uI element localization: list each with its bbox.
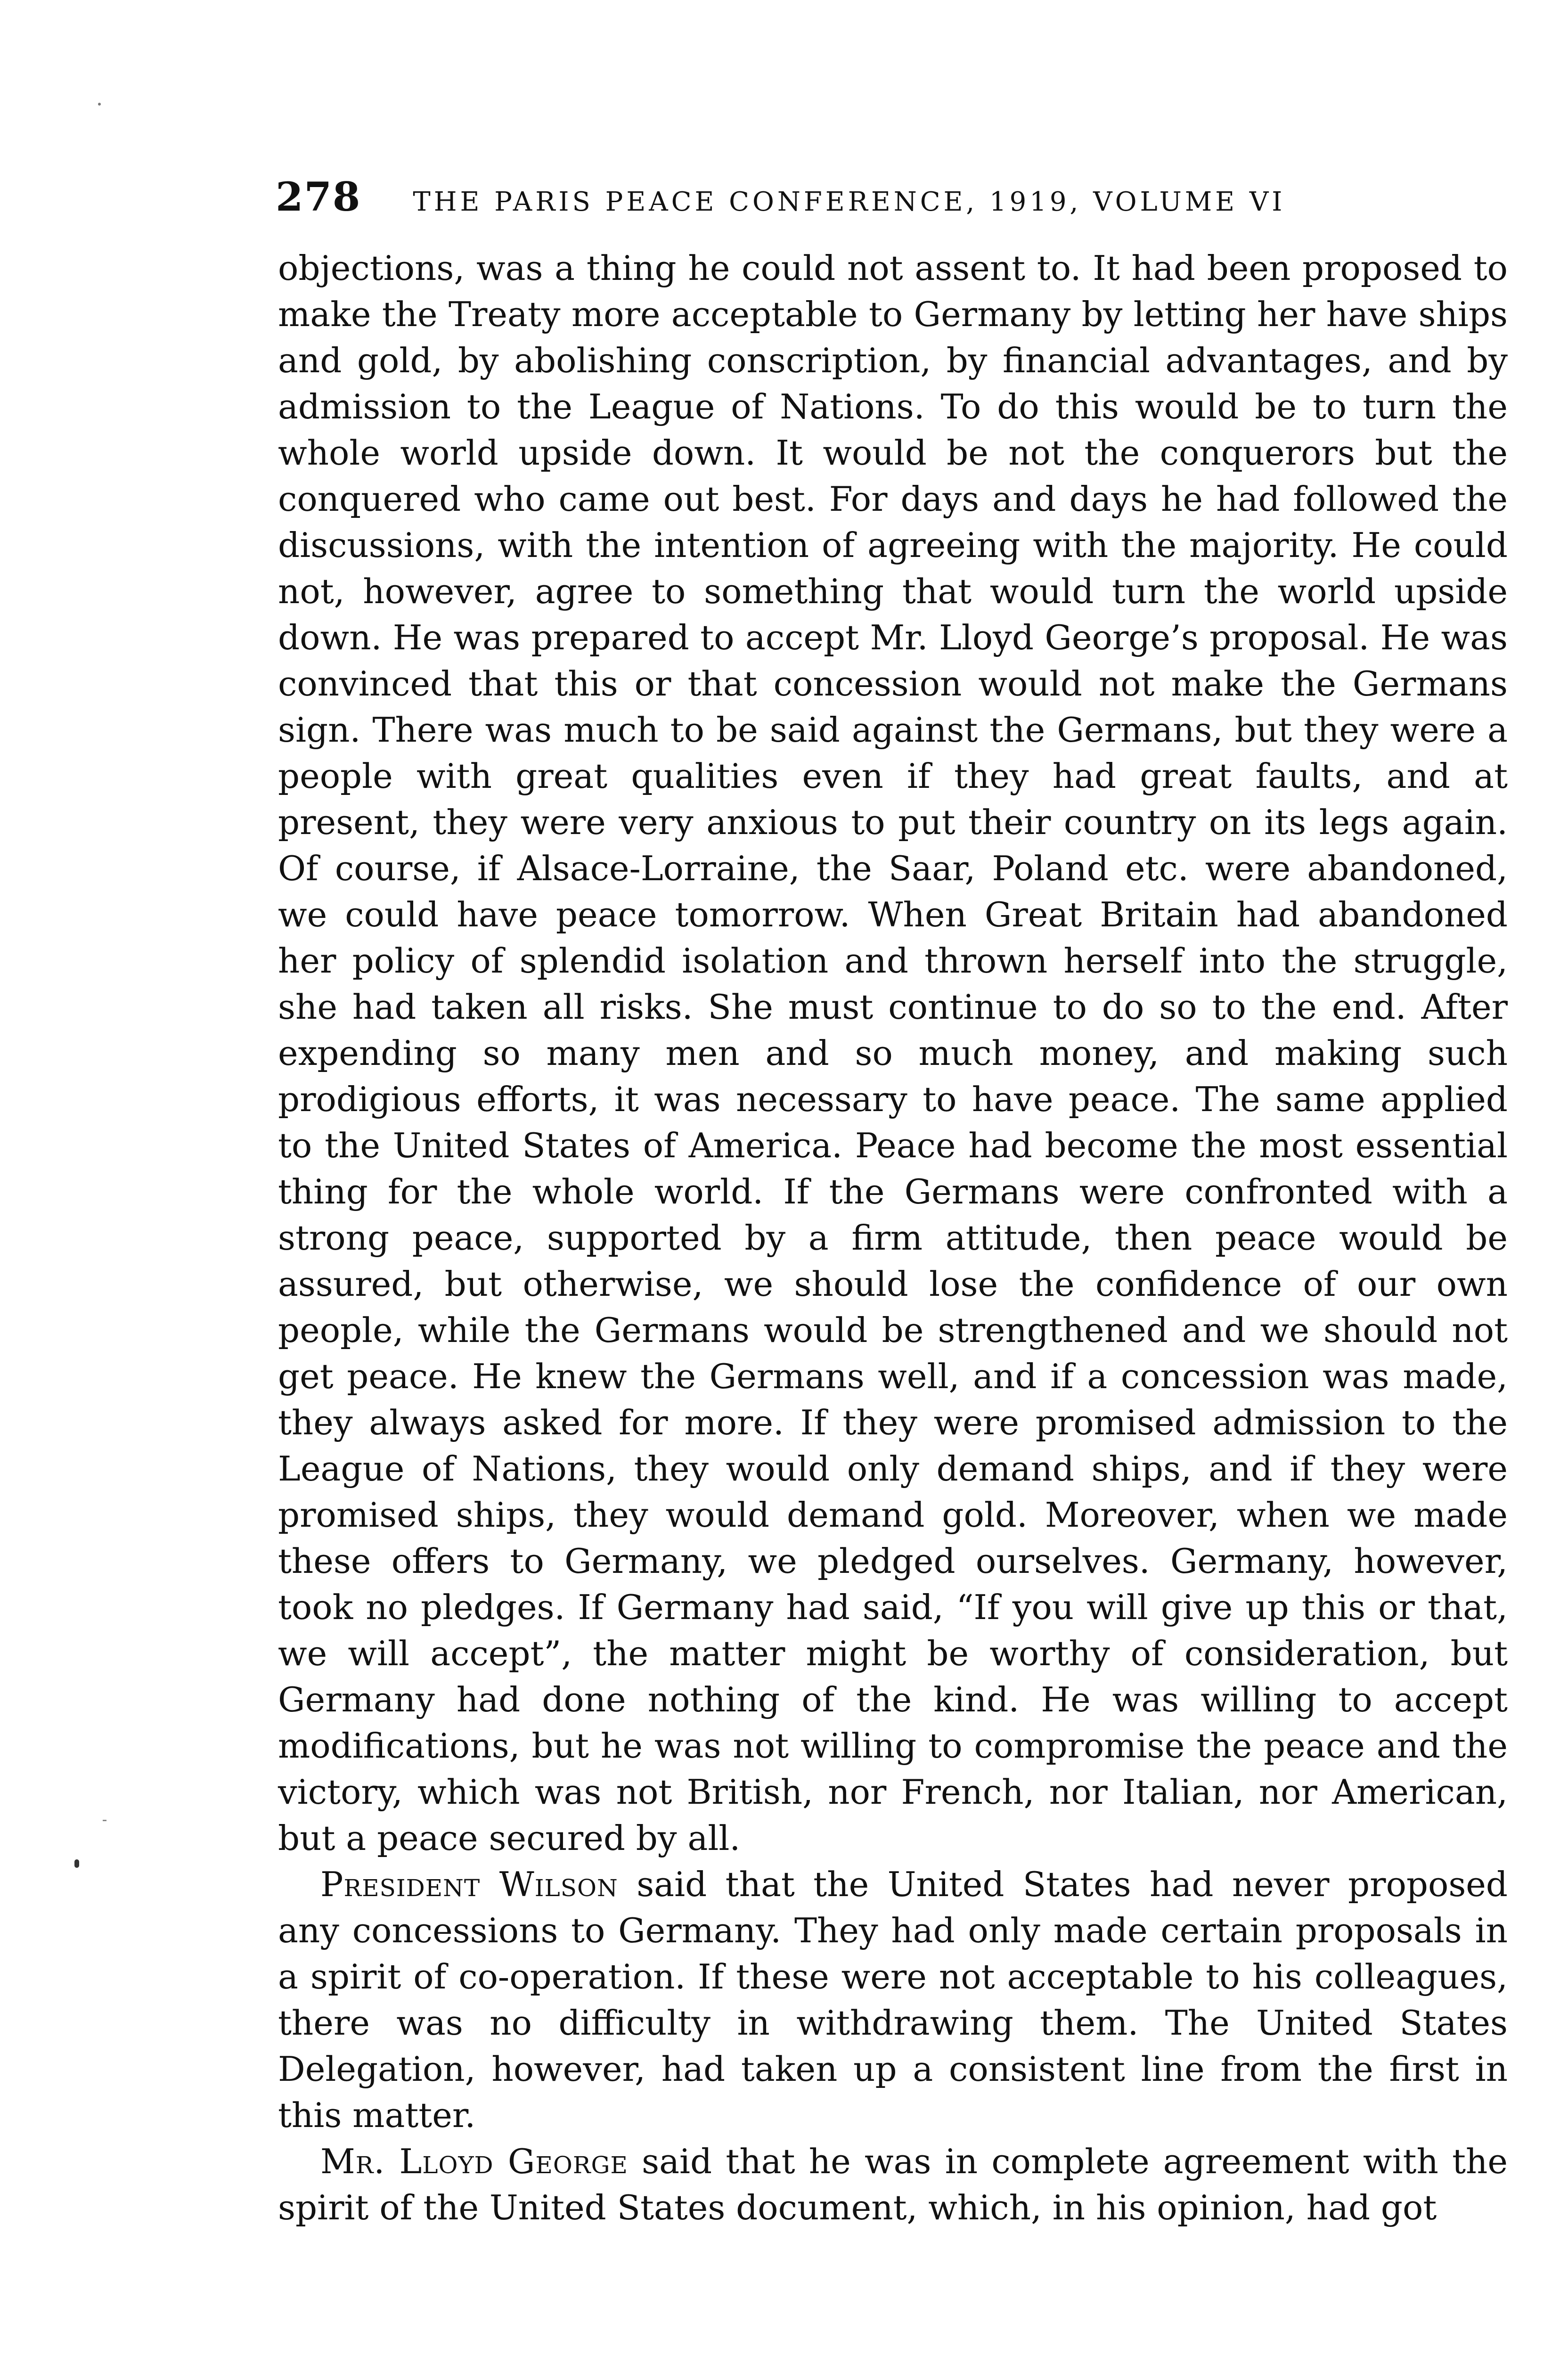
speaker-name: Mr. Lloyd George bbox=[320, 2142, 628, 2181]
speaker-name: President Wilson bbox=[320, 1865, 618, 1904]
paragraph-continuation bbox=[278, 245, 1508, 1861]
margin-tick bbox=[103, 1820, 106, 1821]
paragraph-text: said that he was in complete agreement with the spirit of the United States document, which, in his opinion, had got bbox=[278, 2142, 1508, 2227]
paragraph-text: objections, was a thing he could not assent to. It had been proposed to make the Treaty more acceptable to Germany by letting her have ships and gold, by abolishing conscription, by financial advantages, and by admission to the League of Nations. To do this would be to turn the whole world upside down. It would be not the conquerors but the conquered who came out best. For days and days he had followed the discussions, with the intention of agreeing with the majority. He could not, however, agree to something that would turn the world upside down. He was prepared to accept Mr. Lloyd George’s proposal. He was convinced that this or that concession would not make the Germans sign. There was much to be said against the Germans, but they were a people with great qualities even if they had great faults, and at present, they were very anxious to put their country on its legs again. Of course, if Alsace-Lorraine, the Saar, Poland etc. were abandoned, we could have peace tomorrow. When Great Britain had abandoned her policy of splendid isolation and thrown herself into the struggle, she had taken all risks. She must continue to do so to the end. After expending so many men and so much money, and making such prodigious efforts, it was necessary to have peace. The same applied to the United States of America. Peace had become the most essential thing for the whole world. If the Germans were confronted with a strong peace, supported by a firm attitude, then peace would be assured, but otherwise, we should lose the confidence of our own people, while the Germans would be strengthened and we should not get peace. He knew the Germans well, and if a concession was made, they always asked for more. If they were promised admission to the League of Nations, they would only demand ships, and if they were promised ships, they would demand gold. Moreover, when we made these offers to Germany, we pledged ourselves. Germany, however, took no pledges. If Germany had said, “If you will give up this or that, we will accept”, the matter might be worthy of consideration, but Germany had done nothing of the kind. He was willing to accept modifications, but he was not willing to compromise the peace and the victory, which was not British, nor French, nor Italian, nor American, but a peace secured by all. bbox=[278, 248, 1508, 1858]
page-body bbox=[278, 245, 1508, 2231]
paragraph-text: said that the United States had never proposed any concessions to Germany. They had only made certain proposals in a spirit of co-operation. If these were not acceptable to his colleagues, there was no difficulty in withdrawing them. The United States Delegation, however, had taken up a consistent line from the first in this matter. bbox=[278, 1865, 1508, 2135]
running-header bbox=[276, 173, 1508, 225]
running-title: THE PARIS PEACE CONFERENCE, 1919, VOLUME VI bbox=[413, 187, 1286, 217]
scan-speck bbox=[98, 103, 101, 106]
page-number: 278 bbox=[276, 173, 361, 220]
paragraph-lloyd-george bbox=[278, 2138, 1508, 2231]
margin-dot bbox=[74, 1859, 79, 1868]
paragraph-wilson bbox=[278, 1861, 1508, 2138]
